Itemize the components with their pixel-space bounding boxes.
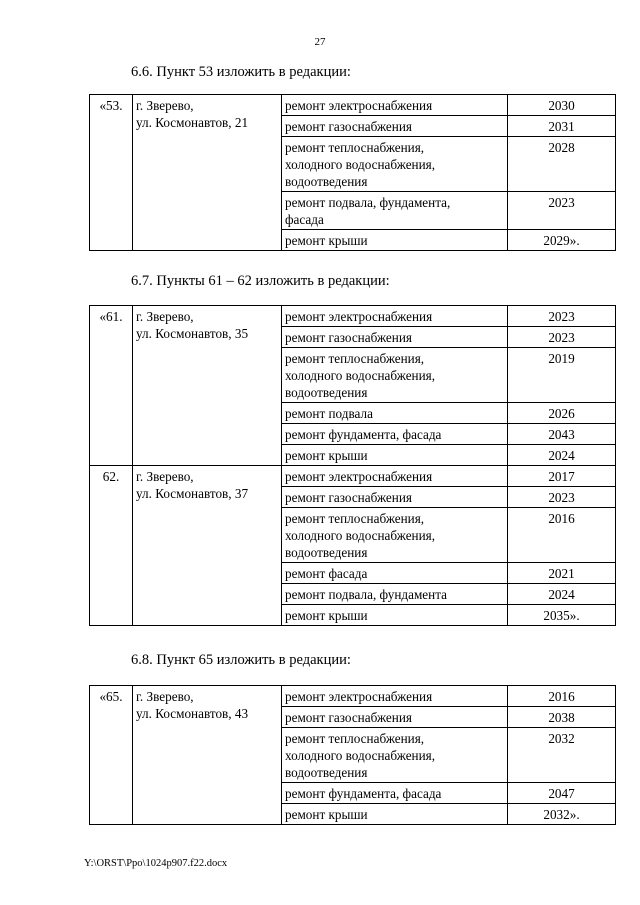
work-line: ремонт крыши [285,608,368,623]
work-type [282,137,508,192]
repair-schedule-table [89,305,616,626]
work-type [282,728,508,783]
work-line: ремонт электроснабжения [285,689,433,704]
work-line: ремонт подвала, фундамента [285,587,447,602]
address-line: г. Зверево, [136,309,194,324]
work-year: 2031 [508,116,616,137]
work-year: 2028 [508,137,616,192]
table-row [90,306,616,327]
work-type [282,95,508,116]
work-line: холодного водоснабжения, [285,528,436,543]
section-heading: 6.8. Пункт 65 изложить в редакции: [131,652,351,668]
item-number: «65. [90,686,133,825]
work-line: ремонт теплоснабжения, [285,351,425,366]
work-year: 2024 [508,584,616,605]
work-year: 2043 [508,424,616,445]
work-line: водоотведения [285,545,368,560]
work-line: ремонт крыши [285,807,368,822]
work-year: 2024 [508,445,616,466]
work-year: 2030 [508,95,616,116]
work-year: 2021 [508,563,616,584]
work-year: 2035». [508,605,616,626]
work-year: 2023 [508,306,616,327]
address-line: г. Зверево, [136,98,194,113]
work-line: фасада [285,212,324,227]
table-row [90,95,616,116]
work-year: 2032 [508,728,616,783]
work-line: водоотведения [285,385,368,400]
address-cell [133,95,282,251]
work-line: холодного водоснабжения, [285,368,436,383]
address-line: г. Зверево, [136,469,194,484]
work-year: 2029». [508,230,616,251]
work-line: ремонт электроснабжения [285,469,433,484]
table-row [90,686,616,707]
work-line: ремонт электроснабжения [285,98,433,113]
work-line: ремонт теплоснабжения, [285,140,425,155]
work-line: ремонт электроснабжения [285,309,433,324]
work-type [282,306,508,327]
work-type [282,192,508,230]
address-cell [133,306,282,466]
repair-schedule-table [89,685,616,825]
work-year: 2017 [508,466,616,487]
work-line: ремонт газоснабжения [285,710,412,725]
item-number: 62. [90,466,133,626]
work-type [282,487,508,508]
work-year: 2047 [508,783,616,804]
address-line: ул. Космонавтов, 37 [136,486,249,501]
address-line: ул. Космонавтов, 43 [136,706,249,721]
work-type [282,445,508,466]
repair-schedule-table [89,94,616,251]
work-type [282,783,508,804]
work-type [282,686,508,707]
work-year: 2019 [508,348,616,403]
page-number: 27 [314,36,326,48]
address-line: ул. Космонавтов, 21 [136,115,249,130]
item-number: «61. [90,306,133,466]
work-year: 2023 [508,487,616,508]
work-line: холодного водоснабжения, [285,748,436,763]
table-row [90,466,616,487]
work-year: 2026 [508,403,616,424]
work-type [282,116,508,137]
work-line: ремонт фасада [285,566,368,581]
work-line: холодного водоснабжения, [285,157,436,172]
address-line: г. Зверево, [136,689,194,704]
work-type [282,804,508,825]
work-type [282,707,508,728]
work-line: ремонт газоснабжения [285,119,412,134]
work-type [282,563,508,584]
work-type [282,508,508,563]
work-line: ремонт подвала [285,406,373,421]
work-line: ремонт теплоснабжения, [285,731,425,746]
work-type [282,584,508,605]
address-line: ул. Космонавтов, 35 [136,326,249,341]
work-type [282,403,508,424]
work-year: 2038 [508,707,616,728]
work-line: ремонт газоснабжения [285,330,412,345]
work-year: 2016 [508,686,616,707]
work-year: 2032». [508,804,616,825]
work-type [282,605,508,626]
work-year: 2023 [508,192,616,230]
work-type [282,466,508,487]
work-line: ремонт теплоснабжения, [285,511,425,526]
section-heading: 6.7. Пункты 61 – 62 изложить в редакции: [131,273,390,289]
section-heading: 6.6. Пункт 53 изложить в редакции: [131,64,351,80]
work-line: ремонт фундамента, фасада [285,427,442,442]
work-line: водоотведения [285,174,368,189]
work-line: ремонт фундамента, фасада [285,786,442,801]
address-cell [133,466,282,626]
work-type [282,327,508,348]
work-line: ремонт подвала, фундамента, [285,195,451,210]
work-type [282,424,508,445]
work-type [282,230,508,251]
work-line: ремонт крыши [285,448,368,463]
work-year: 2016 [508,508,616,563]
work-line: ремонт газоснабжения [285,490,412,505]
item-number: «53. [90,95,133,251]
work-line: ремонт крыши [285,233,368,248]
work-type [282,348,508,403]
work-line: водоотведения [285,765,368,780]
work-year: 2023 [508,327,616,348]
file-path-footer: Y:\ORST\Ppo\1024p907.f22.docx [84,858,228,869]
address-cell [133,686,282,825]
